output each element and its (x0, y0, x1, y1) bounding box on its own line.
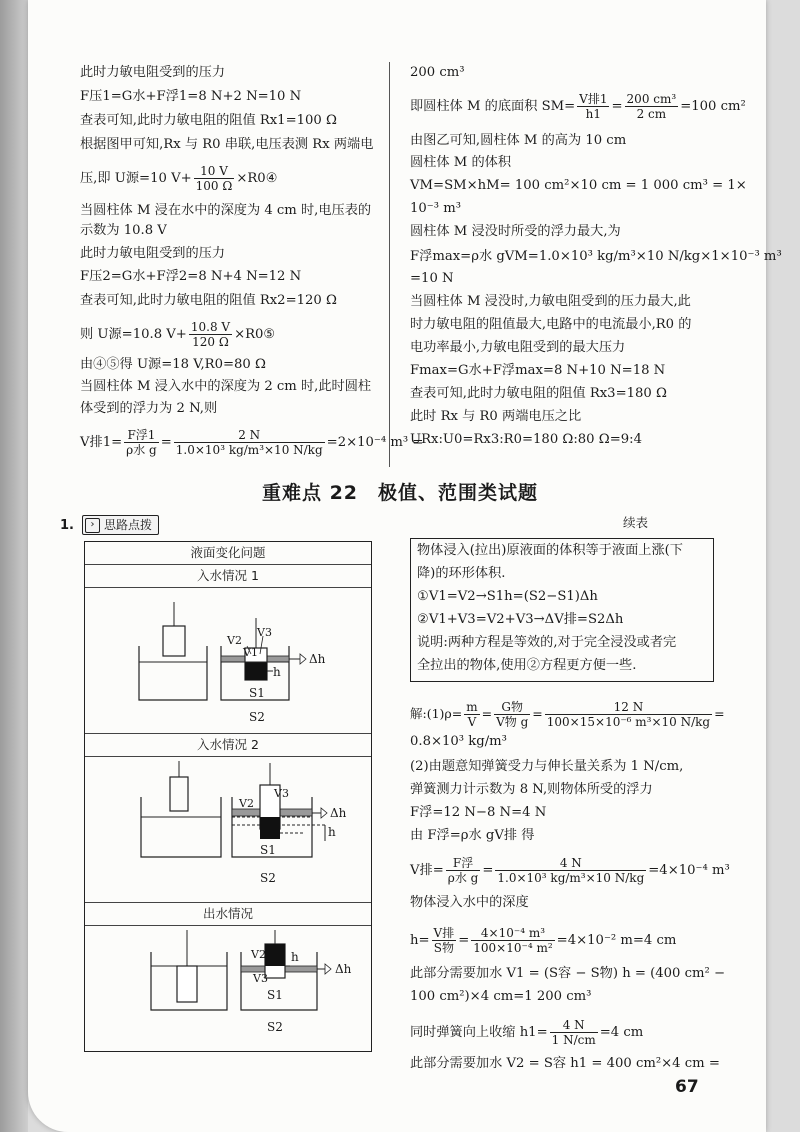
label-v2-3: V2 (251, 948, 266, 961)
fraction-1-tail: ×R0④ (236, 171, 278, 186)
fraction-1-num: 10 V (194, 164, 235, 179)
fraction-s2 (625, 92, 679, 121)
fraction-2-den: 120 Ω (192, 335, 229, 349)
right-line-12: 电功率最小,力敏电阻受到的最大压力 (410, 340, 626, 355)
v-prefix: V排= (410, 863, 444, 878)
table-case-1: 入水情况 1 (85, 565, 371, 588)
solution-line-7: V排= $\frac{\text{F浮}}{\text{ρ水 g}}$ = $\frac{4 N}{\text{1.0×10³ kg/m³×10 N/kg}}$ =4×10⁻⁴ m³ (410, 856, 730, 885)
frac-spring-num: 4 N (550, 1018, 598, 1033)
fraction-s1 (577, 92, 609, 121)
solution-line-13: 此部分需要加水 V2 = S容 h1 = 400 cm²×4 cm = (410, 1056, 720, 1071)
right-line-2: 即圆柱体 M 的底面积 SM= $\frac{\text{V排1}}{h1}$ = $\frac{\text{200 cm³}}{2 cm}$ =100 cm² (410, 92, 746, 121)
frac-v-2 (495, 856, 646, 885)
label-s2-2: S2 (260, 871, 276, 885)
left-line-14: 体受到的浮力为 2 N,则 (80, 401, 218, 416)
fraction-s2-den: 2 cm (636, 107, 667, 121)
left-line-7: 示数为 10.8 V (80, 223, 167, 238)
label-v3-3: V3 (253, 972, 268, 985)
label-h-2: h (328, 825, 336, 839)
diagram-case-3-svg (85, 926, 371, 1051)
solution-line-11: 100 cm²)×4 cm=1 200 cm³ (410, 989, 592, 1004)
label-h-1: h (273, 665, 281, 679)
frac-h-1-den: S物 (433, 941, 454, 955)
table-case-3: 出水情况 (85, 903, 371, 926)
right-line-14: 查表可知,此时力敏电阻的阻值 Rx3=180 Ω (410, 386, 667, 401)
solution-line-12 (410, 1018, 643, 1047)
frac-spring-den: 1 N/cm (551, 1033, 596, 1047)
left-line-8: 此时力敏电阻受到的压力 (80, 246, 226, 261)
left-line-4: 根据图甲可知,Rx 与 R0 串联,电压表测 Rx 两端电 (80, 137, 374, 152)
scan-edge (0, 0, 28, 1132)
right-line-7: 圆柱体 M 浸没时所受的浮力最大,为 (410, 224, 621, 239)
label-v3-1: V3 (257, 626, 272, 639)
chevron-right-icon: › (85, 518, 100, 533)
v-tail: =4×10⁻⁴ m³ (648, 863, 730, 878)
left-line-15: V排1= $\frac{\text{F浮1}}{\text{ρ水 g}}$ = $\frac{2 N}{\text{1.0×10³ kg/m³×10 N/kg}}$ =2×10⁻⁴ m³ = (80, 428, 424, 457)
hint-tag-label: 思路点拨 (104, 518, 153, 532)
left-line-5-text: 压,即 U源=10 V+ (80, 171, 192, 186)
label-v3-2: V3 (274, 787, 289, 800)
frac-rho-3 (545, 700, 712, 729)
solution-line-8: 物体浸入水中的深度 (410, 895, 529, 910)
right-line-6: 10⁻³ m³ (410, 201, 462, 216)
frac-v-2-den: 1.0×10³ kg/m³×10 N/kg (497, 871, 645, 885)
spring-tail: =4 cm (599, 1025, 644, 1040)
box-line-5: 说明:两种方程是等效的,对于完全浸没或者完 (417, 635, 677, 650)
box-line-4: ②V1+V3=V2+V3→ΔV排=S2Δh (417, 612, 624, 627)
frac-rho-2-num: G物 (494, 700, 530, 715)
right-line-3: 由图乙可知,圆柱体 M 的高为 10 cm (410, 133, 627, 148)
fraction-1 (194, 164, 235, 193)
fraction-2 (189, 320, 232, 349)
frac-rho-1-num: m (466, 700, 478, 714)
right-line-9: =10 N (410, 271, 454, 286)
fraction-2-tail: ×R0⑤ (234, 327, 276, 342)
spring-prefix: 同时弹簧向上收缩 h1= (410, 1025, 548, 1040)
right-line-1: 200 cm³ (410, 65, 465, 80)
question-number: 1. (60, 518, 74, 533)
solution-line-1: 解:(1)ρ= $\frac{m}{V}$ = $\frac{\text{G物}}{\text{V物 g}}$ = $\frac{12 N}{\text{100×15×10⁻⁶ m³×10 N/kg}}$ = (410, 700, 725, 729)
solution-line-6: 由 F浮=ρ水 gV排 得 (410, 828, 535, 843)
frac-rho-3-num: 12 N (545, 700, 712, 715)
frac-rho-2-den: V物 g (496, 715, 529, 729)
label-dh-1: Δh (309, 652, 326, 666)
right-line-5: VM=SM×hM= 100 cm²×10 cm = 1 000 cm³ = 1× (410, 178, 747, 193)
label-s1-3: S1 (267, 988, 283, 1002)
hint-tag (82, 515, 159, 535)
section-heading: 重难点 22 极值、范围类试题 (261, 482, 539, 504)
box-line-3: ①V1=V2→S1h=(S2−S1)Δh (417, 589, 598, 604)
left-line-9: F压2=G水+F浮2=8 N+4 N=12 N (80, 269, 302, 284)
liquid-level-table (84, 541, 372, 1052)
left-line-15-text: V排1= (80, 435, 123, 450)
label-v1-1: V1 (243, 646, 258, 659)
solution-line-5: F浮=12 N−8 N=4 N (410, 805, 547, 820)
frac-v-2-num: 4 N (495, 856, 646, 871)
diagram-case-2 (85, 757, 371, 903)
fraction-2-num: 10.8 V (190, 320, 231, 334)
left-line-13: 当圆柱体 M 浸入水中的深度为 2 cm 时,此时圆柱 (80, 379, 372, 394)
right-line-2-text: 即圆柱体 M 的底面积 SM= (410, 99, 576, 114)
label-s1-2: S1 (260, 843, 276, 857)
frac-h-2-num: 4×10⁻⁴ m³ (471, 926, 554, 941)
box-line-6: 全拉出的物体,使用②方程更方便一些. (417, 658, 637, 673)
frac-h-2 (471, 926, 554, 955)
explanation-box (410, 538, 714, 682)
box-line-2: 降)的环形体积. (417, 566, 506, 581)
page-number: 67 (675, 1077, 699, 1097)
right-line-15: 此时 Rx 与 R0 两端电压之比 (410, 409, 582, 424)
left-line-5 (80, 164, 278, 193)
fraction-1-den: 100 Ω (195, 179, 233, 193)
fraction-4 (174, 428, 325, 457)
solution-line-10: 此部分需要加水 V1 = (S容 − S物) h = (400 cm² − (410, 966, 726, 981)
fraction-s1-den: h1 (585, 107, 602, 121)
fraction-3 (124, 428, 159, 457)
right-line-13: Fmax=G水+F浮max=8 N+10 N=18 N (410, 363, 666, 378)
frac-rho-1-den: V (467, 715, 477, 729)
frac-h-1-num: V排 (433, 926, 455, 940)
right-line-10: 当圆柱体 M 浸没时,力敏电阻受到的压力最大,此 (410, 294, 691, 309)
label-v2-1: V2 (227, 634, 242, 647)
left-line-6: 当圆柱体 M 浸在水中的深度为 4 cm 时,电压表的 (80, 203, 372, 218)
fraction-s1-num: V排1 (579, 92, 608, 106)
left-line-2: F压1=G水+F浮1=8 N+2 N=10 N (80, 89, 302, 104)
frac-rho-1 (464, 700, 479, 729)
h-prefix: h= (410, 933, 430, 948)
solution-line-2: 0.8×10³ kg/m³ (410, 734, 507, 749)
label-h-3: h (291, 950, 299, 964)
diagram-case-1-svg (85, 588, 371, 733)
box-line-1: 物体浸入(拉出)原液面的体积等于液面上涨(下 (417, 543, 683, 558)
solution-line-4: 弹簧测力计示数为 8 N,则物体所受的浮力 (410, 782, 653, 797)
solution-prefix: 解:(1)ρ= (410, 706, 463, 721)
left-line-12: 由④⑤得 U源=18 V,R0=80 Ω (80, 357, 266, 372)
label-dh-3: Δh (335, 962, 352, 976)
table-title: 液面变化问题 (85, 542, 371, 565)
diagram-case-1 (85, 588, 371, 734)
frac-spring (550, 1018, 598, 1047)
left-line-11-text: 则 U源=10.8 V+ (80, 327, 187, 342)
column-divider (389, 62, 390, 467)
left-line-1: 此时力敏电阻受到的压力 (80, 65, 226, 80)
label-s2-1: S2 (249, 710, 265, 724)
frac-rho-2 (494, 700, 530, 729)
continued-label: 续表 (623, 515, 649, 530)
right-line-16: URx:U0=Rx3:R0=180 Ω:80 Ω=9:4 (410, 432, 642, 447)
h-tail: =4×10⁻² m=4 cm (556, 933, 677, 948)
left-line-10: 查表可知,此时力敏电阻的阻值 Rx2=120 Ω (80, 293, 337, 308)
label-s2-3: S2 (267, 1020, 283, 1034)
label-dh-2: Δh (330, 806, 347, 820)
left-line-3: 查表可知,此时力敏电阻的阻值 Rx1=100 Ω (80, 113, 337, 128)
frac-v-1 (446, 856, 481, 885)
diagram-case-3 (85, 926, 371, 1051)
label-v2-2: V2 (239, 797, 254, 810)
solution-line-3: (2)由题意知弹簧受力与伸长量关系为 1 N/cm, (410, 759, 684, 774)
frac-v-1-num: F浮 (446, 856, 481, 871)
frac-h-1 (432, 926, 457, 955)
table-case-2: 入水情况 2 (85, 734, 371, 757)
left-line-11 (80, 320, 275, 349)
right-line-11: 时力敏电阻的阻值最大,电路中的电流最小,R0 的 (410, 317, 692, 332)
fraction-s2-num: 200 cm³ (626, 92, 677, 106)
solution-line-9: h= $\frac{\text{V排}}{\text{S物}}$ = $\frac{\text{4×10⁻⁴ m³}}{\text{100×10⁻⁴ m²}}$ =4×10⁻² m=4 cm (410, 926, 677, 955)
fraction-4-tail: =2×10⁻⁴ m³ = (326, 435, 424, 450)
frac-v-1-den: ρ水 g (447, 871, 479, 885)
fraction-3-den: ρ水 g (126, 443, 157, 457)
fraction-4-num: 2 N (174, 428, 325, 443)
right-line-4: 圆柱体 M 的体积 (410, 155, 512, 170)
frac-rho-3-den: 100×15×10⁻⁶ m³×10 N/kg (546, 715, 711, 729)
fraction-4-den: 1.0×10³ kg/m³×10 N/kg (175, 443, 323, 457)
fraction-3-num: F浮1 (124, 428, 159, 443)
right-line-8: F浮max=ρ水 gVM=1.0×10³ kg/m³×10 N/kg×1×10⁻³ m³ (410, 249, 782, 264)
label-s1-1: S1 (249, 686, 265, 700)
frac-h-2-den: 100×10⁻⁴ m² (473, 941, 553, 955)
fraction-s-tail: =100 cm² (680, 99, 746, 114)
